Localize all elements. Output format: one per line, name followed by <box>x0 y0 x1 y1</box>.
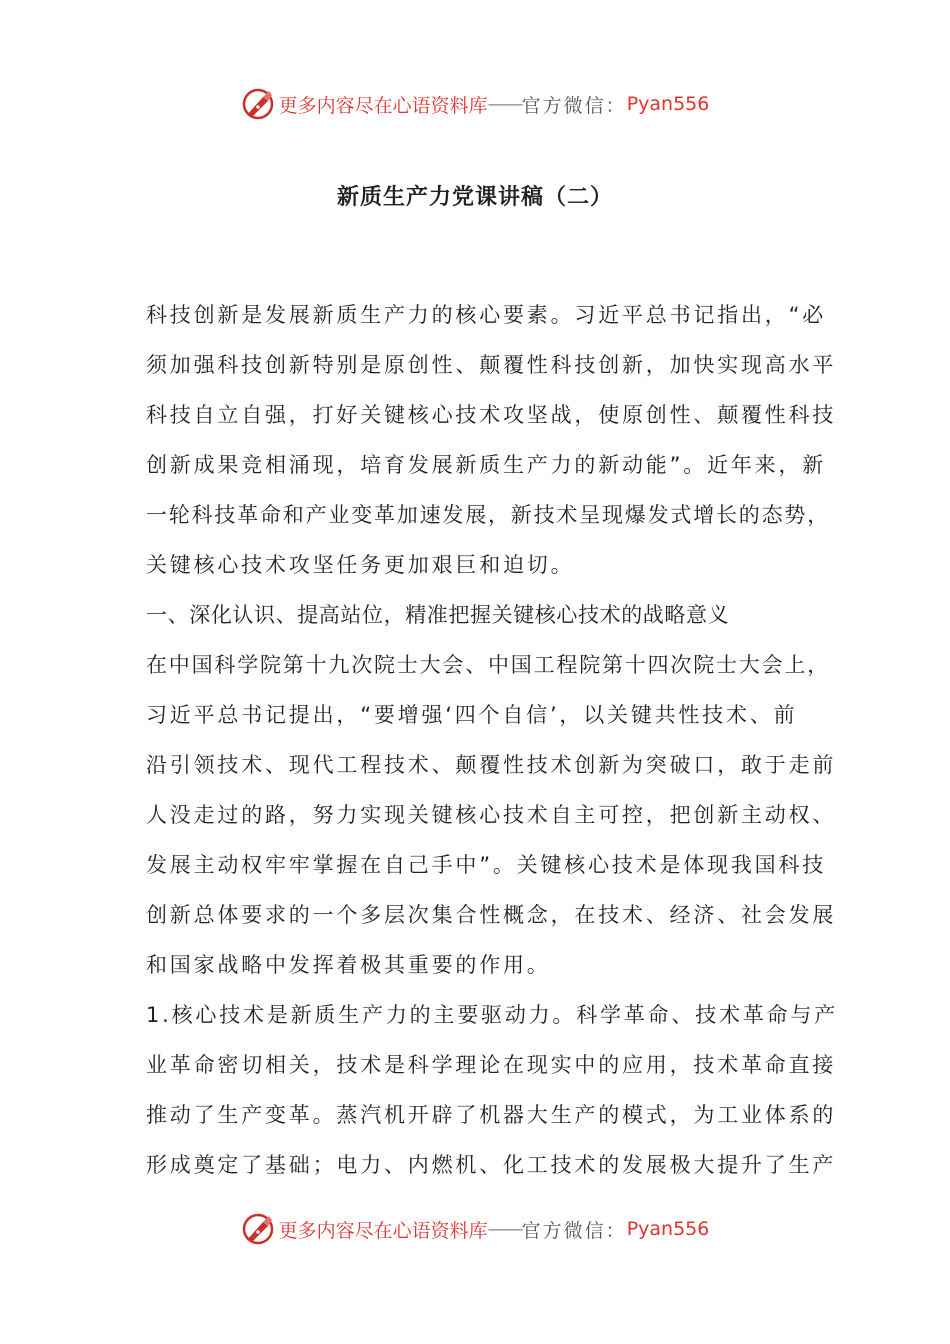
body-line: 科技创新是发展新质生产力的核心要素。习近平总书记指出，“必 <box>146 303 827 327</box>
section-heading: 一、深化认识、提高站位，精准把握关键核心技术的战略意义 <box>146 603 730 627</box>
banner-dash: —— <box>487 1218 522 1240</box>
body-line: 业革命密切相关，技术是科学理论在现实中的应用，技术革命直接 <box>146 1053 837 1077</box>
body-line: 1.核心技术是新质生产力的主要驱动力。科学革命、技术革命与产 <box>146 1003 839 1027</box>
body-line: 创新总体要求的一个多层次集合性概念，在技术、经济、社会发展 <box>146 903 837 927</box>
banner-wechat-id: Pyan556 <box>626 1218 710 1240</box>
banner-wechat-id: Pyan556 <box>626 93 710 115</box>
banner-dash: —— <box>487 93 522 115</box>
header-watermark-banner <box>0 82 950 126</box>
banner-wechat-label: 官方微信： <box>521 1219 627 1242</box>
body-line: 习近平总书记提出，“要增强‘四个自信’，以关键共性技术、前 <box>146 703 798 727</box>
body-line: 发展主动权牢牢掌握在自己手中”。关键核心技术是体现我国科技 <box>146 853 827 877</box>
banner-site-text: 更多内容尽在心语资料库 <box>278 1219 488 1242</box>
banner-wechat-label: 官方微信： <box>521 94 627 117</box>
body-line: 一轮科技革命和产业变革加速发展，新技术呈现爆发式增长的态势， <box>146 503 830 527</box>
pen-nib-logo-icon <box>241 1212 275 1246</box>
document-title: 新质生产力党课讲稿（二） <box>336 184 613 210</box>
body-line: 和国家战略中发挥着极其重要的作用。 <box>146 953 551 977</box>
body-line: 推动了生产变革。蒸汽机开辟了机器大生产的模式，为工业体系的 <box>146 1103 837 1127</box>
body-line: 创新成果竞相涌现，培育发展新质生产力的新动能”。近年来，新 <box>146 453 827 477</box>
body-line: 科技自立自强，打好关键核心技术攻坚战，使原创性、颠覆性科技 <box>146 403 837 427</box>
body-line: 沿引领技术、现代工程技术、颠覆性技术创新为突破口，敢于走前 <box>146 753 837 777</box>
body-line: 形成奠定了基础；电力、内燃机、化工技术的发展极大提升了生产 <box>146 1153 837 1177</box>
document-body <box>146 290 839 1190</box>
body-line: 须加强科技创新特别是原创性、颠覆性科技创新，加快实现高水平 <box>146 353 837 377</box>
pen-nib-logo-icon <box>241 87 275 121</box>
body-line: 关键核心技术攻坚任务更加艰巨和迫切。 <box>146 553 575 577</box>
banner-site-text: 更多内容尽在心语资料库 <box>278 94 488 117</box>
body-line: 人没走过的路，努力实现关键核心技术自主可控，把创新主动权、 <box>146 803 837 827</box>
footer-watermark-banner <box>0 1207 950 1251</box>
body-line: 在中国科学院第十九次院士大会、中国工程院第十四次院士大会上， <box>146 653 830 677</box>
